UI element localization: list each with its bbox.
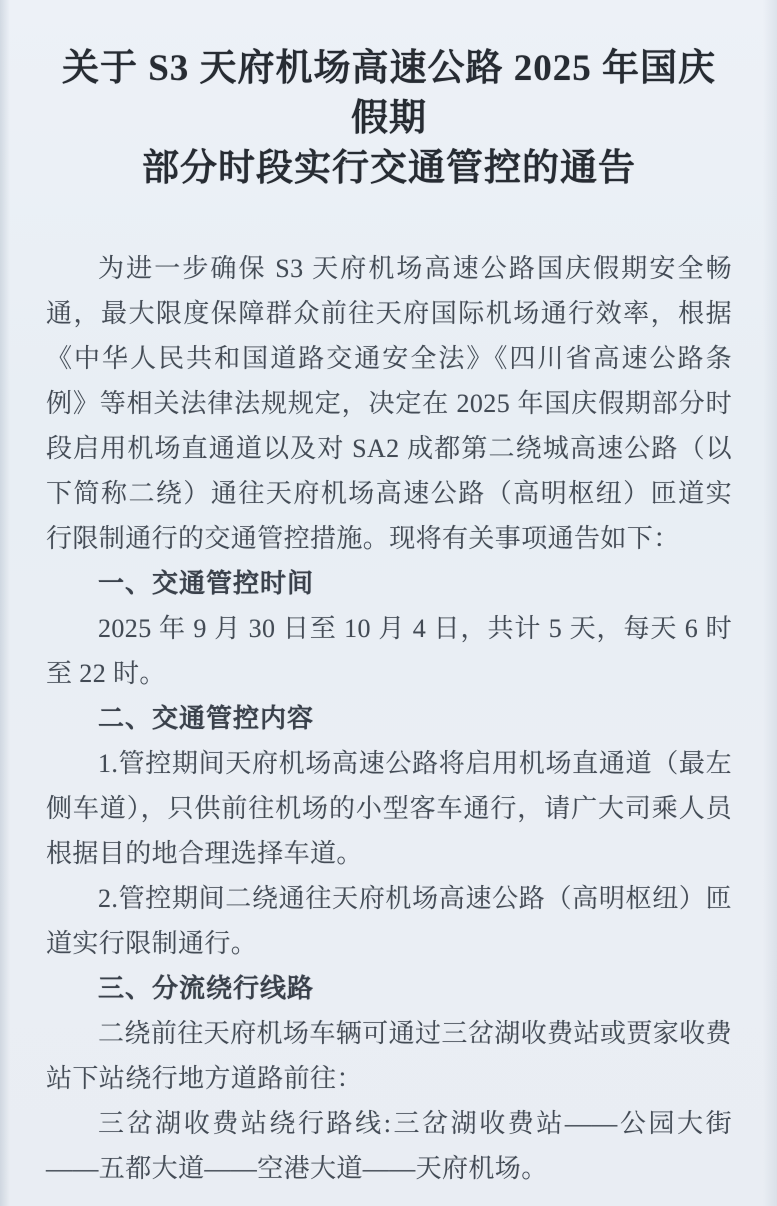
notice-title-line2: 部分时段实行交通管控的通告 bbox=[142, 148, 636, 189]
notice-paragraph-detour-route: 三岔湖收费站绕行路线:三岔湖收费站——公园大街——五都大道——空港大道——天府机场。 bbox=[46, 1109, 732, 1183]
section-heading-1: 一、交通管控时间 bbox=[98, 568, 315, 598]
notice-paragraph-intro: 为进一步确保 S3 天府机场高速公路国庆假期安全畅通，最大限度保障群众前往天府国际机场通行效率，根据《中华人民共和国道路交通安全法》《四川省高速公路条例》等相关法律法规规定，决定在 2025 年国庆假期部分时段启用机场直通道以及对 SA2 成都第二绕城高速公路（以下简称二绕）通往天府机场高速公路（高明枢纽）匝道实行限制通行的交通管控措施。现将有关事项通告如下： bbox=[46, 254, 732, 553]
notice-paragraph-control-item-2: 2.管控期间二绕通往天府机场高速公路（高明枢纽）匝道实行限制通行。 bbox=[46, 884, 732, 958]
section-heading-3: 三、分流绕行线路 bbox=[98, 973, 315, 1003]
section-heading-2: 二、交通管控内容 bbox=[98, 703, 315, 733]
notice-paragraph-control-item-1: 1.管控期间天府机场高速公路将启用机场直通道（最左侧车道），只供前往机场的小型客车通行，请广大司乘人员根据目的地合理选择车道。 bbox=[46, 749, 732, 868]
notice-paragraph-detour-intro: 二绕前往天府机场车辆可通过三岔湖收费站或贾家收费站下站绕行地方道路前往： bbox=[46, 1019, 732, 1093]
notice-title-line1: 关于 S3 天府机场高速公路 2025 年国庆假期 bbox=[61, 48, 717, 139]
notice-title bbox=[46, 44, 732, 194]
notice-paragraph-control-time: 2025 年 9 月 30 日至 10 月 4 日，共计 5 天，每天 6 时至 22 时。 bbox=[46, 614, 732, 688]
